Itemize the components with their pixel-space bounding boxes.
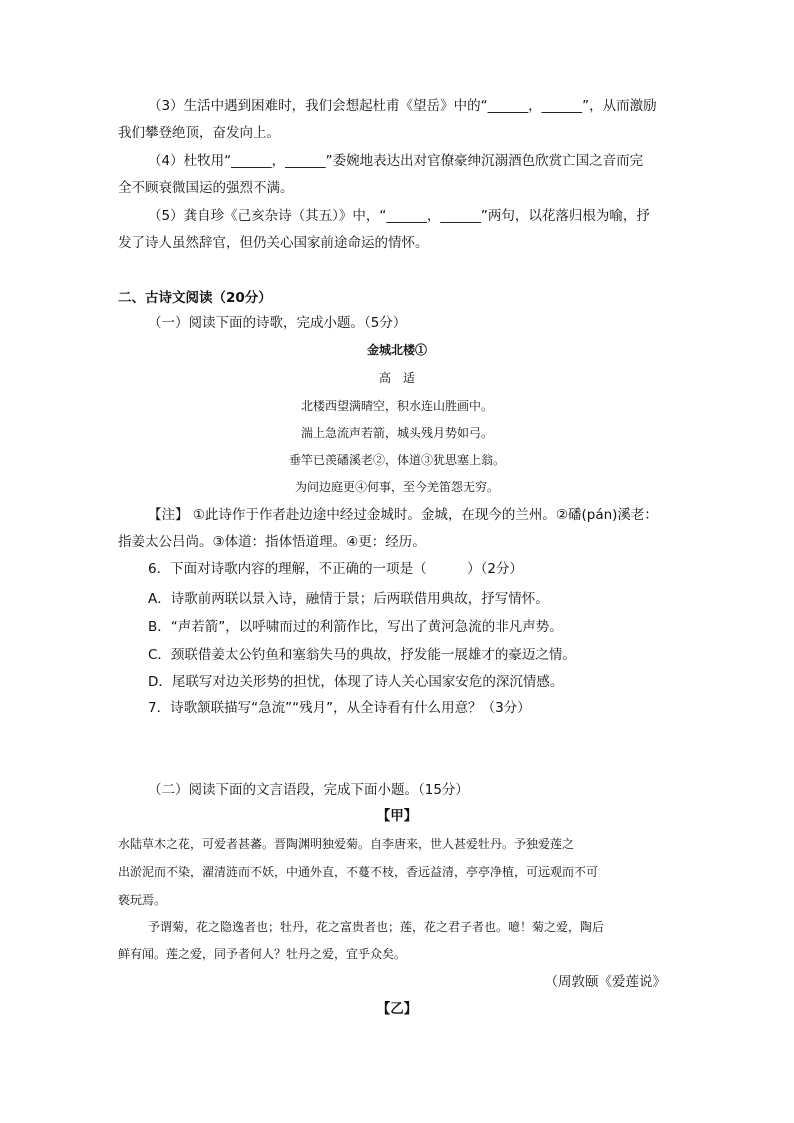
question-3-line-2: 我们攀登绝顶，奋发向上。	[118, 125, 280, 141]
question-7: 7．诗歌颔联描写“急流”“残月”，从全诗看有什么用意？（3分）	[148, 700, 531, 716]
jia-line-1: 水陆草木之花，可爱者甚蕃。晋陶渊明独爱菊。自李唐来，世人甚爱牡丹。予独爱莲之	[118, 837, 575, 851]
jia-line-4: 予谓菊，花之隐逸者也；牡丹，花之富贵者也；莲，花之君子者也。噫！菊之爱，陶后	[148, 920, 605, 934]
jia-source: （周敦颐《爱莲说》	[544, 974, 666, 990]
part-2-title: （二）阅读下面的文言语段，完成下面小题。（15分）	[148, 782, 469, 798]
jia-line-5: 鲜有闻。莲之爱，同予者何人？牡丹之爱，宜乎众矣。	[118, 947, 407, 961]
section-2-title: 二、古诗文阅读（20分）	[118, 290, 272, 306]
jia-line-3: 亵玩焉。	[118, 893, 167, 907]
question-4-line-1: （4）杜牧用“______，______”委婉地表达出对官僚豪绅沉溺酒色欣赏亡国之音而完	[148, 153, 644, 169]
poem-title: 金城北楼①	[366, 343, 427, 357]
question-5-line-2: 发了诗人虽然辞官，但仍关心国家前途命运的情怀。	[118, 235, 429, 251]
jia-heading: 【甲】	[376, 808, 418, 824]
question-6-option-d: D．尾联写对边关形势的担忧，体现了诗人关心国家安危的深沉情感。	[148, 674, 564, 690]
yi-heading: 【乙】	[376, 1001, 418, 1017]
note-line-2: 指姜太公吕尚。③体道：指体悟道理。④更：经历。	[118, 534, 426, 550]
question-6-option-b: B．“声若箭”，以呼啸而过的利箭作比，写出了黄河急流的非凡声势。	[148, 619, 563, 635]
note-line-1: 【注】 ①此诗作于作者赴边途中经过金城时。金城，在现今的兰州。②磻(pán)溪老：	[148, 507, 658, 523]
jia-line-2: 出淤泥而不染，濯清涟而不妖，中通外直，不蔓不枝，香远益清，亭亭净植，可远观而不可	[118, 865, 599, 879]
question-6: 6．下面对诗歌内容的理解，不正确的一项是（ ）（2分）	[148, 561, 523, 577]
question-6-option-a: A．诗歌前两联以景入诗，融情于景；后两联借用典故，抒写情怀。	[148, 591, 549, 607]
question-3-line-1: （3）生活中遇到困难时，我们会想起杜甫《望岳》中的“______，______”，从而激励	[148, 98, 657, 114]
poem-line-2: 湍上急流声若箭，城头残月势如弓。	[300, 426, 493, 440]
question-4-line-2: 全不顾衰微国运的强烈不满。	[118, 180, 294, 196]
question-6-option-c: C．颈联借姜太公钓鱼和塞翁失马的典故，抒发能一展雄才的豪迈之情。	[148, 647, 576, 663]
poem-line-3: 垂竿已羡磻溪老②，体道③犹思塞上翁。	[288, 453, 505, 467]
poem-author: 高 适	[378, 371, 415, 385]
poem-line-1: 北楼西望满晴空，积水连山胜画中。	[300, 399, 493, 413]
poem-line-4: 为问边庭更④何事，至今羌笛怨无穷。	[294, 480, 499, 494]
part-1-title: （一）阅读下面的诗歌，完成小题。（5分）	[148, 315, 407, 331]
question-5-line-1: （5）龚自珍《己亥杂诗（其五）》中，“______，______”两句，以花落归根为喻，抒	[148, 208, 650, 224]
